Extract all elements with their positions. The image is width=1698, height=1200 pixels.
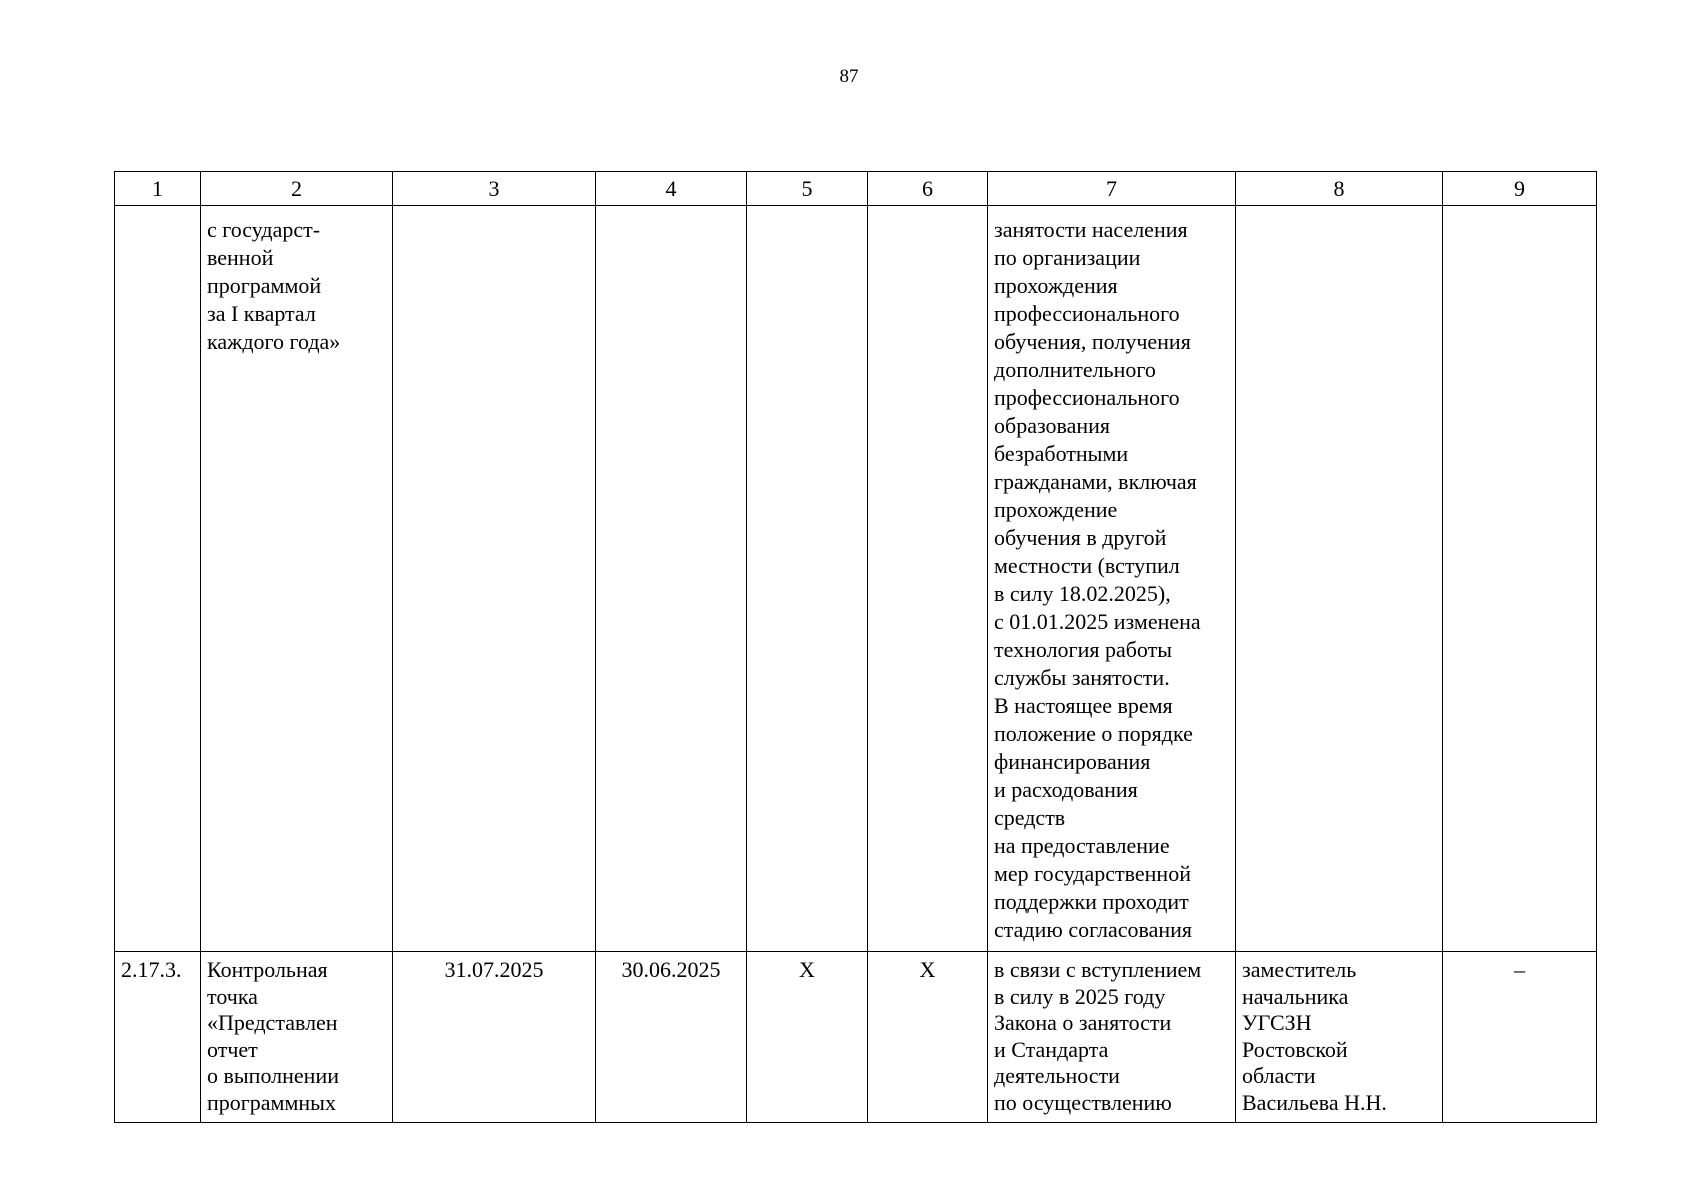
cell-col6: Х [868, 952, 988, 1123]
header-cell-3: 3 [393, 172, 596, 206]
cell-col6 [868, 206, 988, 952]
cell-col5 [747, 206, 868, 952]
header-cell-6: 6 [868, 172, 988, 206]
cell-col9 [1443, 206, 1597, 952]
header-cell-5: 5 [747, 172, 868, 206]
cell-planned-date: 31.07.2025 [393, 952, 596, 1123]
cell-actual-date: 30.06.2025 [596, 952, 747, 1123]
cell-planned-date [393, 206, 596, 952]
document-table [114, 171, 1597, 1123]
header-cell-9: 9 [1443, 172, 1597, 206]
header-cell-4: 4 [596, 172, 747, 206]
cell-comment: занятости населения по организации прохождения профессионального обучения, получения дополнительного профессионального образования безработными гражданами, включая прохождение обучения в другой местности (вступил в силу 18.02.2025), с 01.01.2025 изменена технология работы службы занятости. В настоящее время положение о порядке финансирования и расходования средств на предоставление мер государственной поддержки проходит стадию согласования [988, 206, 1236, 952]
cell-actual-date [596, 206, 747, 952]
cell-name: с государст- венной программой за I квартал каждого года» [201, 206, 393, 952]
cell-responsible: заместитель начальника УГСЗН Ростовской области Васильева Н.Н. [1236, 952, 1443, 1123]
header-cell-8: 8 [1236, 172, 1443, 206]
cell-number [115, 206, 201, 952]
cell-comment: в связи с вступлением в силу в 2025 году Закона о занятости и Стандарта деятельности по осуществлению [988, 952, 1236, 1123]
header-cell-2: 2 [201, 172, 393, 206]
cell-name: Контрольная точка «Представлен отчет о выполнении программных [201, 952, 393, 1123]
table-row-continuation [115, 206, 1597, 952]
table-header-row [115, 172, 1597, 206]
cell-number: 2.17.3. [115, 952, 201, 1123]
table-row-2-17-3 [115, 952, 1597, 1123]
cell-col5: Х [747, 952, 868, 1123]
cell-responsible [1236, 206, 1443, 952]
header-cell-1: 1 [115, 172, 201, 206]
page-number: 87 [839, 66, 859, 87]
cell-col9: – [1443, 952, 1597, 1123]
header-cell-7: 7 [988, 172, 1236, 206]
